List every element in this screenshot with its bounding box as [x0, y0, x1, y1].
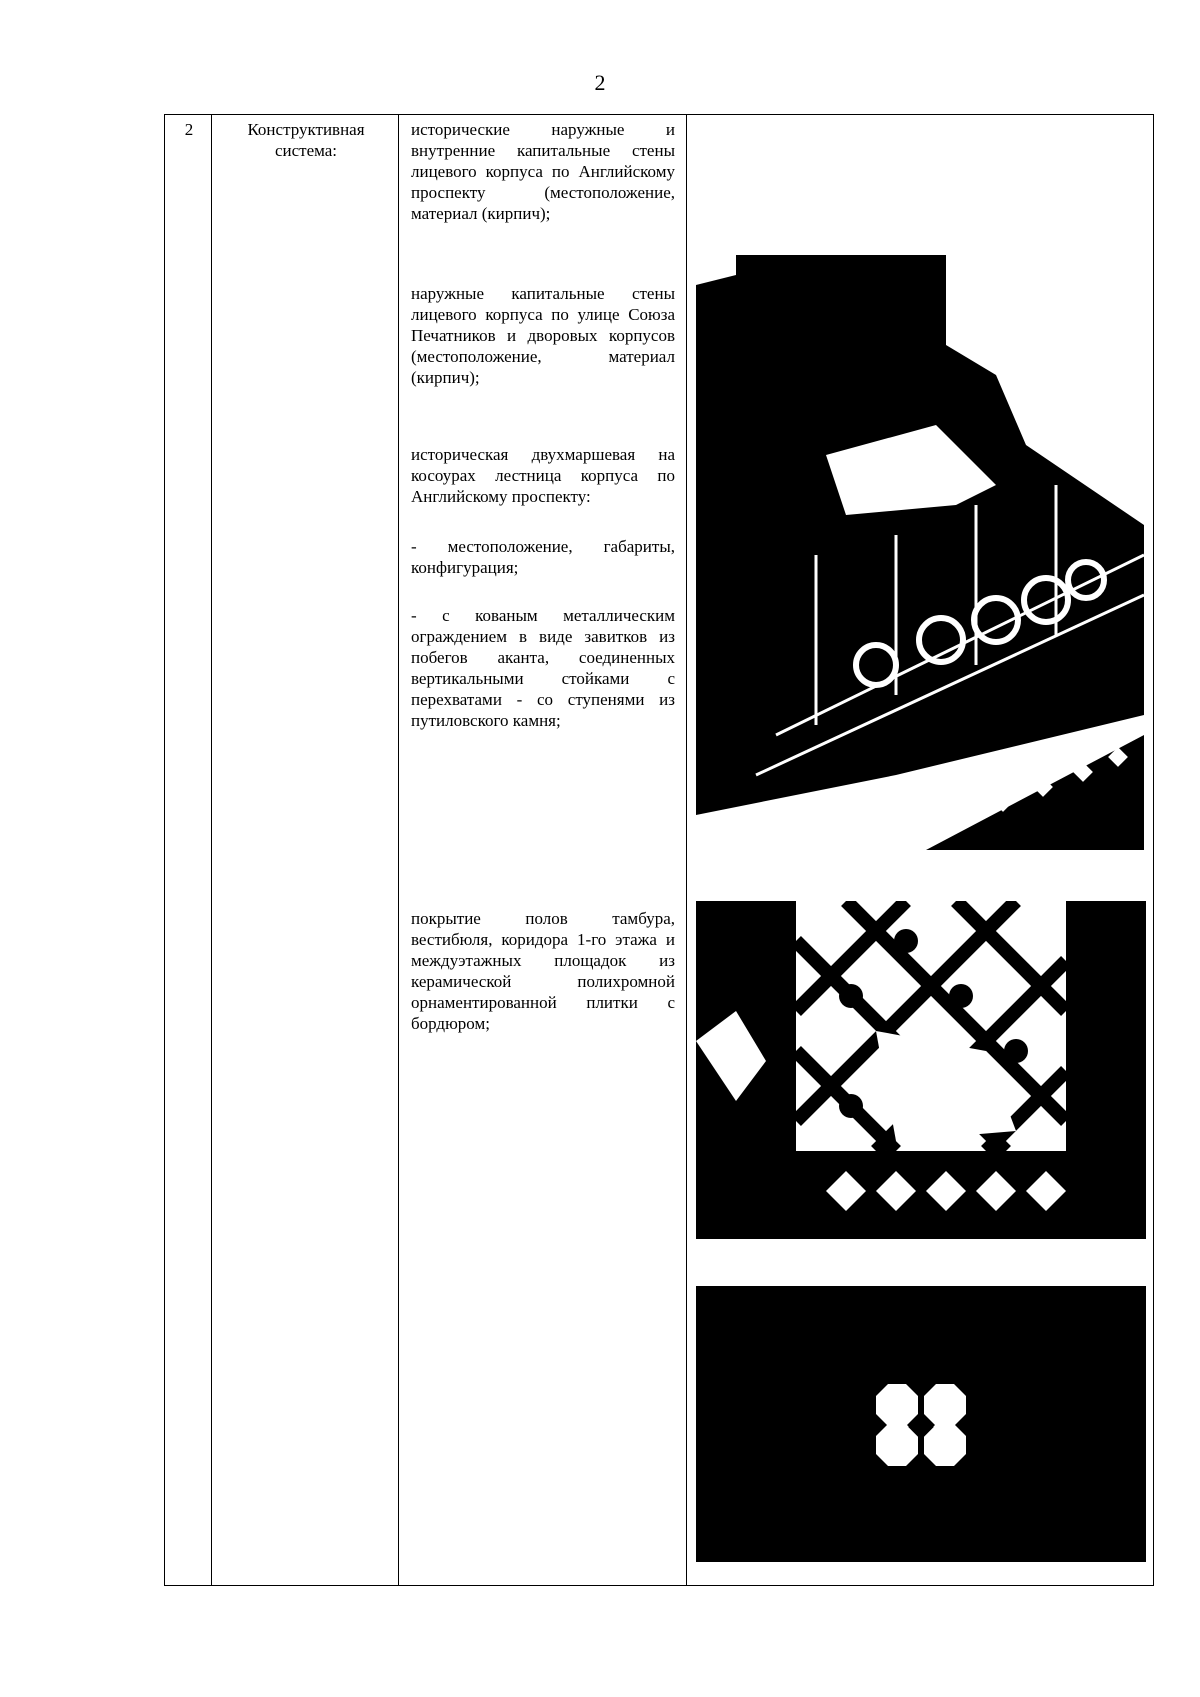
tile-detail-photo — [696, 1286, 1146, 1562]
paragraph-staircase: историческая двухмаршевая на косоурах лестница корпуса по Английскому проспекту: — [411, 445, 675, 506]
page-number: 2 — [594, 70, 606, 95]
paragraph-floor-tiles: покрытие полов тамбура, вестибюля, коридора 1-го этажа и междуэтажных площадок из керамической полихромной орнаментированной плитки с бордюром; — [411, 909, 675, 1033]
paragraph-staircase-railing: - с кованым металлическим ограждением в виде завитков из побегов аканта, соединенных вертикальными стойками с перехватами - со ступенями из путиловского камня; — [411, 606, 675, 730]
tile-floor-photo — [696, 901, 1146, 1239]
paragraph-walls-english: исторические наружные и внутренние капитальные стены лицевого корпуса по Английскому проспекту (местоположение, материал (кирпич); — [411, 120, 675, 223]
staircase-photo — [696, 255, 1144, 850]
paragraph-walls-soyuz: наружные капитальные стены лицевого корпуса по улице Союза Печатников и дворовых корпусов (местоположение, материал (кирпич); — [411, 284, 675, 387]
column-divider — [398, 115, 399, 1585]
tile-floor-photo-icon — [696, 901, 1146, 1239]
paragraph-staircase-dimensions: - местоположение, габариты, конфигурация; — [411, 537, 675, 577]
heritage-table — [164, 114, 1154, 1586]
row-title: Конструктивная система: — [247, 120, 365, 160]
row-number: 2 — [184, 120, 194, 139]
tile-detail-photo-icon — [696, 1286, 1146, 1562]
column-divider — [211, 115, 212, 1585]
column-divider — [686, 115, 687, 1585]
staircase-photo-icon — [696, 255, 1144, 850]
